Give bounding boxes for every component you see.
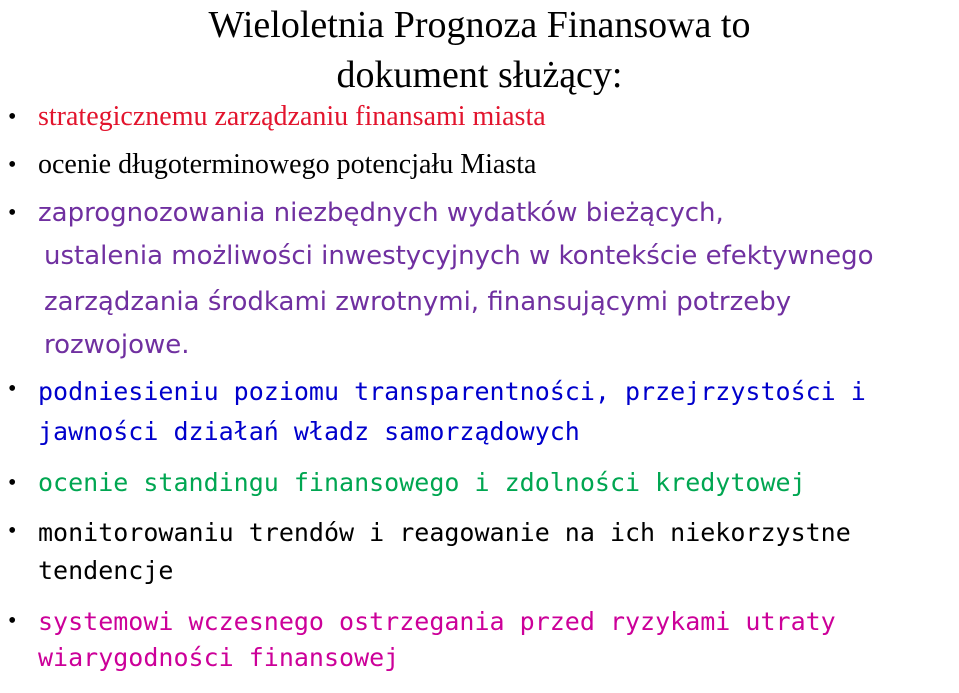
bullet-item-early-warning: [0, 604, 959, 676]
bullet-continuation-line: zarządzania środkami zwrotnymi, finansującymi potrzeby: [44, 287, 792, 317]
bullet-text: strategicznemu zarządzaniu finansami miasta: [38, 101, 546, 132]
bullet-text: ocenie długoterminowego potencjału Miasta: [38, 149, 537, 180]
bullet-list: [0, 100, 959, 690]
bullet-dot: •: [8, 608, 17, 634]
bullet-dot: •: [8, 376, 17, 402]
bullet-item-long-term-potential: [0, 148, 959, 182]
bullet-item-credit-standing: [0, 466, 959, 500]
bullet-item-trend-monitoring: [0, 514, 959, 590]
bullet-text: ocenie standingu finansowego i zdolności kredytowej: [38, 468, 806, 497]
bullet-item-strategic-management: [0, 100, 959, 134]
slide-title: [0, 0, 959, 100]
bullet-dot: •: [8, 470, 17, 496]
bullet-dot: •: [8, 518, 17, 544]
bullet-dot: •: [8, 200, 17, 226]
bullet-text: zaprognozowania niezbędnych wydatków bieżących,: [38, 198, 724, 228]
bullet-text: podniesieniu poziomu transparentności, przejrzystości i jawności działań władz samorządowych: [38, 377, 866, 446]
slide-title-line-1: Wieloletnia Prognoza Finansowa to: [208, 4, 751, 46]
bullet-text: systemowi wczesnego ostrzegania przed ryzykami utraty wiarygodności finansowej: [38, 607, 836, 672]
slide-title-line-2: dokument służący:: [336, 54, 623, 96]
bullet-dot: •: [8, 152, 17, 178]
bullet-item-transparency: [0, 372, 959, 452]
bullet-text: monitorowaniu trendów i reagowanie na ich niekorzystne tendencje: [38, 518, 851, 585]
bullet-continuation-line: ustalenia możliwości inwestycyjnych w kontekście efektywnego: [44, 241, 874, 271]
bullet-dot: •: [8, 104, 17, 130]
bullet-item-expense-forecast: [0, 196, 959, 368]
bullet-continuation-line: rozwojowe.: [44, 330, 190, 360]
